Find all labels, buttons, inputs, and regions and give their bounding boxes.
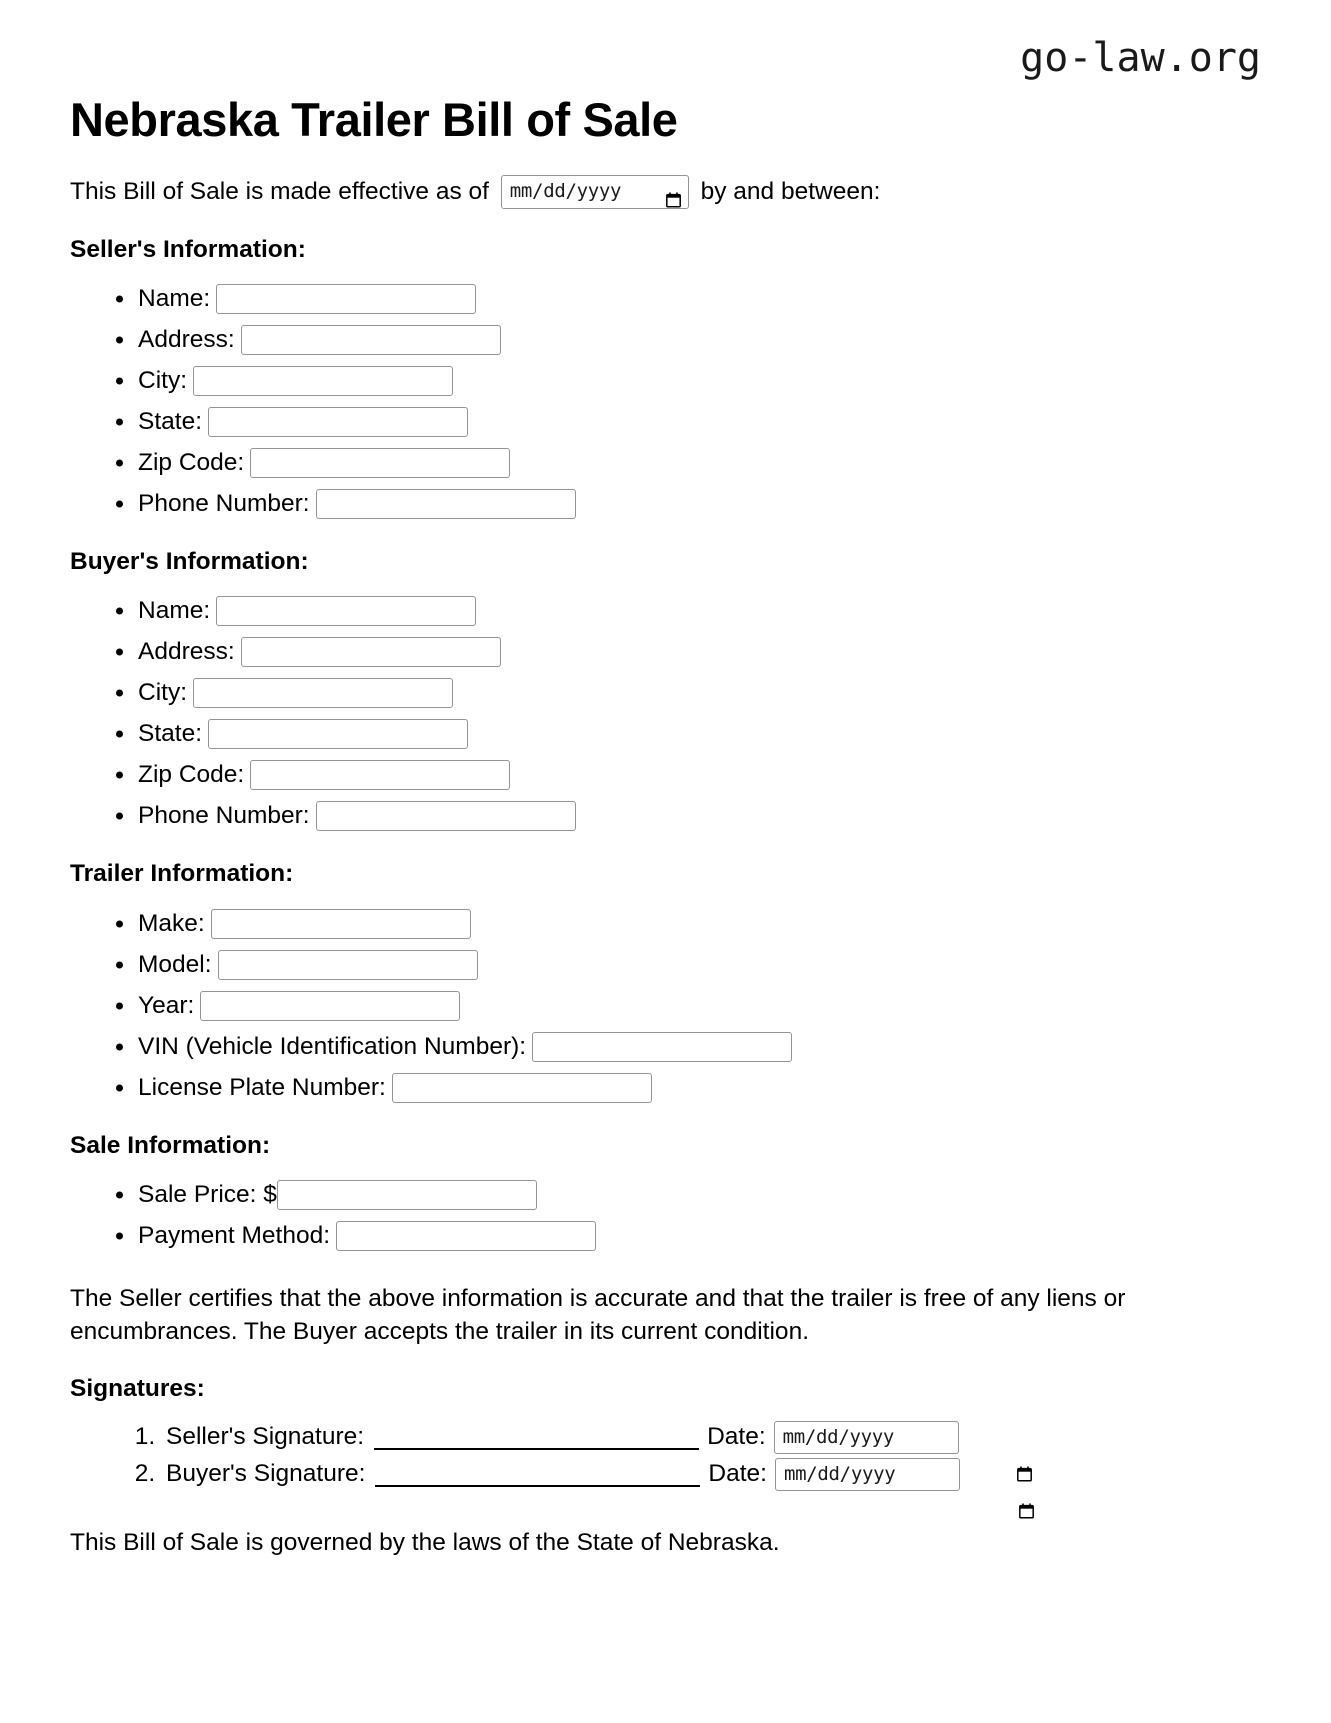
buyer-signature-label: 2. Buyer's Signature: (166, 1460, 366, 1488)
list-item (112, 635, 1261, 669)
seller-signature-line[interactable] (374, 1426, 699, 1450)
list-item (112, 717, 1261, 751)
list-item (112, 1071, 1261, 1105)
list-item (112, 282, 1261, 316)
field-label-state: State: (138, 407, 203, 435)
buyer-date-input[interactable] (775, 1458, 960, 1491)
list-item (112, 323, 1261, 357)
field-label-city: City: (138, 679, 187, 707)
sale-price-input[interactable] (277, 1180, 537, 1210)
list-item (112, 907, 1261, 941)
effective-date-input[interactable] (501, 175, 689, 209)
intro-text-before: This Bill of Sale is made effective as of (70, 178, 496, 206)
list-item (162, 1458, 1261, 1491)
intro-text-after: by and between: (693, 178, 881, 206)
list-item (112, 948, 1261, 982)
buyer-date-label: Date: (708, 1460, 767, 1488)
seller-date-input[interactable] (774, 1421, 959, 1454)
effective-date-placeholder: mm/dd/yyyy (509, 180, 622, 203)
trailer-make-input[interactable] (211, 909, 471, 939)
field-label-city: City: (138, 366, 187, 394)
list-item (112, 989, 1261, 1023)
section-heading-signatures: Signatures: (70, 1374, 205, 1402)
list-item (112, 1030, 1261, 1064)
list-item (112, 364, 1261, 398)
brand-name: go-law.org (1020, 35, 1261, 81)
field-label-zip: Zip Code: (138, 761, 245, 789)
section-heading-buyer: Buyer's Information: (70, 548, 309, 576)
field-label-phone: Phone Number: (138, 802, 310, 830)
seller-signature-label: 1. Seller's Signature: (166, 1423, 365, 1451)
section-heading-trailer: Trailer Information: (70, 860, 294, 888)
trailer-model-input[interactable] (218, 950, 478, 980)
list-item (112, 446, 1261, 480)
list-item (112, 487, 1261, 521)
field-label-phone: Phone Number: (138, 489, 310, 517)
payment-method-input[interactable] (336, 1221, 596, 1251)
signature-list (70, 1421, 1261, 1491)
field-label-state: State: (138, 720, 203, 748)
calendar-icon[interactable] (936, 1430, 951, 1446)
governing-law-paragraph: This Bill of Sale is governed by the laws of the State of Nebraska. (70, 1529, 780, 1557)
page-title: Nebraska Trailer Bill of Sale (70, 93, 678, 146)
trailer-vin-input[interactable] (532, 1032, 792, 1062)
list-item (112, 758, 1261, 792)
field-label-license-plate: License Plate Number: (138, 1073, 386, 1101)
list-item (112, 1178, 1261, 1212)
buyer-field-list (70, 594, 1261, 833)
sale-field-list (70, 1178, 1261, 1253)
certification-paragraph: The Seller certifies that the above information is accurate and that the trailer is free of any liens or encumbrances. The Buyer accepts the trailer in its current condition. (70, 1285, 1126, 1345)
buyer-state-input[interactable] (208, 719, 468, 749)
seller-address-input[interactable] (241, 325, 501, 355)
field-label-zip: Zip Code: (138, 448, 245, 476)
field-label-model: Model: (138, 950, 212, 978)
buyer-name-input[interactable] (216, 596, 476, 626)
seller-city-input[interactable] (193, 366, 453, 396)
field-label-address: Address: (138, 638, 235, 666)
seller-field-list (70, 282, 1261, 521)
list-item (112, 799, 1261, 833)
list-item (162, 1421, 1261, 1454)
seller-date-placeholder: mm/dd/yyyy (782, 1426, 895, 1449)
list-item (112, 1219, 1261, 1253)
trailer-field-list (70, 907, 1261, 1105)
field-label-payment-method: Payment Method: (138, 1221, 331, 1249)
buyer-zip-input[interactable] (250, 760, 510, 790)
buyer-phone-input[interactable] (316, 801, 576, 831)
seller-name-input[interactable] (216, 284, 476, 314)
section-heading-sale: Sale Information: (70, 1131, 271, 1159)
list-item (112, 676, 1261, 710)
buyer-signature-line[interactable] (375, 1463, 700, 1487)
buyer-city-input[interactable] (193, 678, 453, 708)
buyer-address-input[interactable] (241, 637, 501, 667)
list-item (112, 405, 1261, 439)
buyer-date-placeholder: mm/dd/yyyy (783, 1463, 896, 1486)
calendar-icon[interactable] (666, 184, 681, 200)
seller-phone-input[interactable] (316, 489, 576, 519)
field-label-year: Year: (138, 991, 195, 1019)
trailer-year-input[interactable] (200, 991, 460, 1021)
site-brand (70, 36, 1261, 88)
effective-date-line (70, 175, 1261, 209)
seller-zip-input[interactable] (250, 448, 510, 478)
field-label-name: Name: (138, 284, 211, 312)
seller-date-label: Date: (707, 1423, 766, 1451)
calendar-icon[interactable] (937, 1467, 952, 1483)
section-heading-seller: Seller's Information: (70, 235, 306, 263)
field-label-vin: VIN (Vehicle Identification Number): (138, 1032, 527, 1060)
field-label-sale-price: Sale Price: $ (138, 1180, 277, 1208)
field-label-name: Name: (138, 597, 211, 625)
trailer-license-plate-input[interactable] (392, 1073, 652, 1103)
field-label-address: Address: (138, 325, 235, 353)
field-label-make: Make: (138, 909, 205, 937)
seller-state-input[interactable] (208, 407, 468, 437)
list-item (112, 594, 1261, 628)
